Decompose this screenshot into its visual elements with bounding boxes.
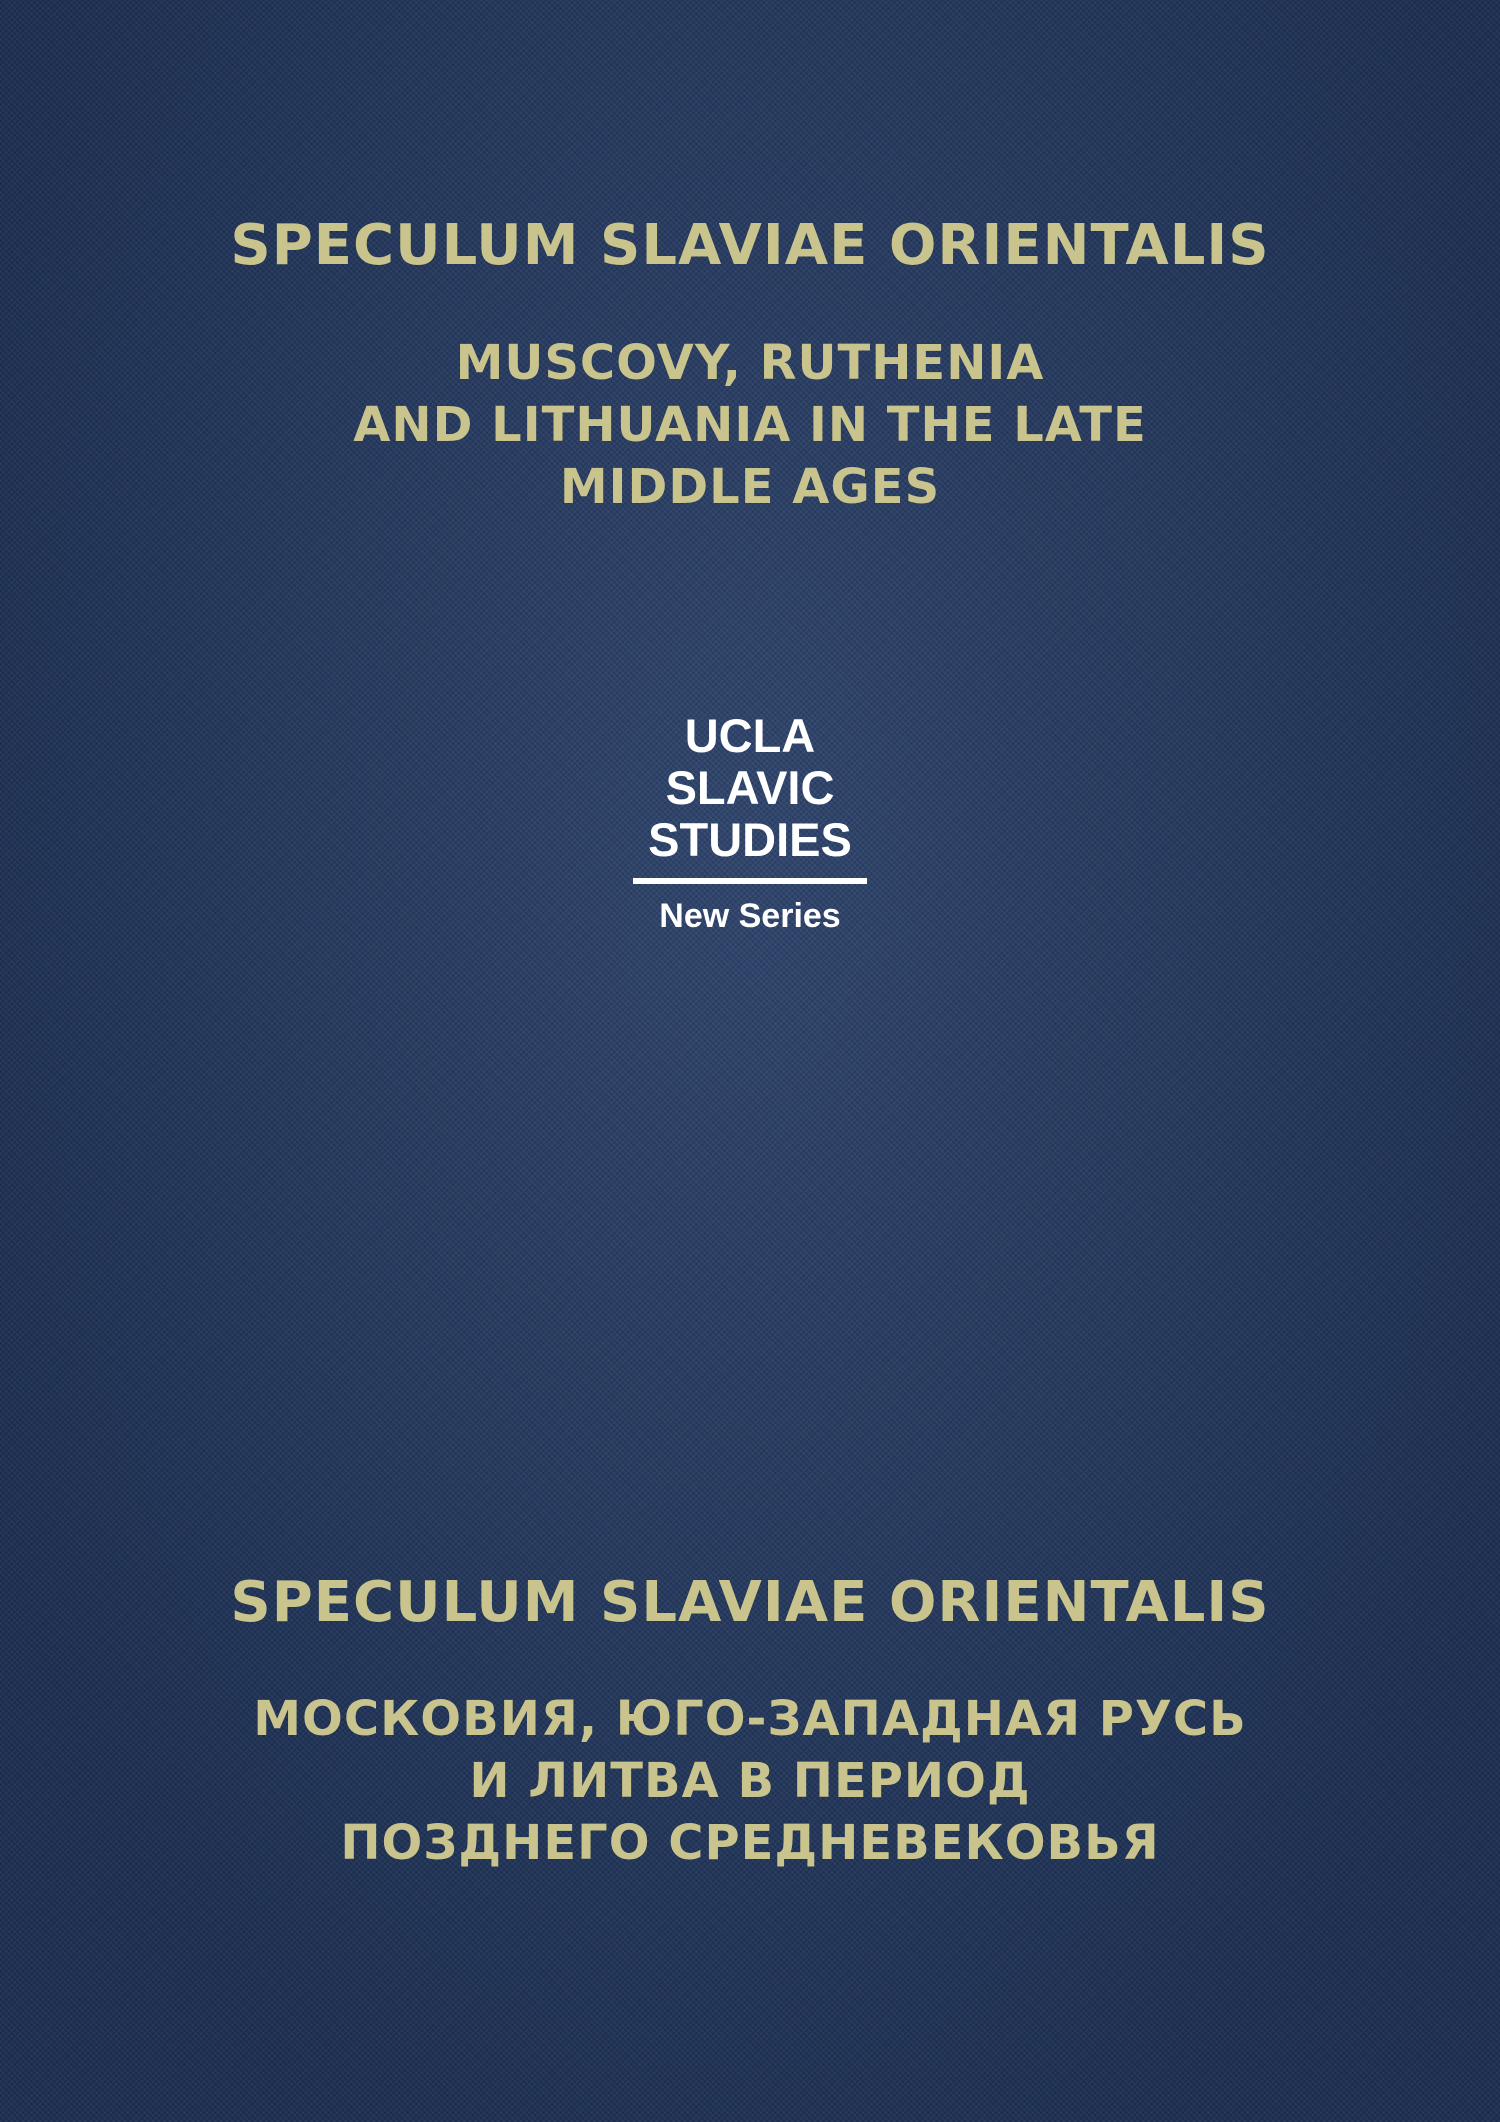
english-title-line: MIDDLE AGES (559, 459, 941, 515)
russian-title-line: МОСКОВИЯ, ЮГО-ЗАПАДНАЯ РУСЬ (253, 1691, 1247, 1747)
russian-title-line: ПОЗДНЕГО СРЕДНЕВЕКОВЬЯ (340, 1815, 1160, 1871)
logo-line-studies: STUDIES (648, 813, 852, 866)
russian-title-line: И ЛИТВА В ПЕРИОД (469, 1753, 1031, 1809)
logo-subtitle: New Series (659, 897, 841, 935)
english-title-line: AND LITHUANIA IN THE LATE (353, 397, 1147, 453)
series-title-bottom: SPECULUM SLAVIAE ORIENTALIS (230, 1570, 1270, 1635)
logo-line-slavic: SLAVIC (665, 761, 835, 814)
ucla-slavic-studies-logo (0, 710, 1500, 936)
series-title-top: SPECULUM SLAVIAE ORIENTALIS (230, 213, 1270, 278)
logo-line-ucla: UCLA (684, 709, 816, 762)
russian-title (0, 1688, 1500, 1874)
english-title-line: MUSCOVY, RUTHENIA (455, 335, 1045, 391)
english-title (0, 332, 1500, 518)
logo-divider (633, 878, 867, 884)
